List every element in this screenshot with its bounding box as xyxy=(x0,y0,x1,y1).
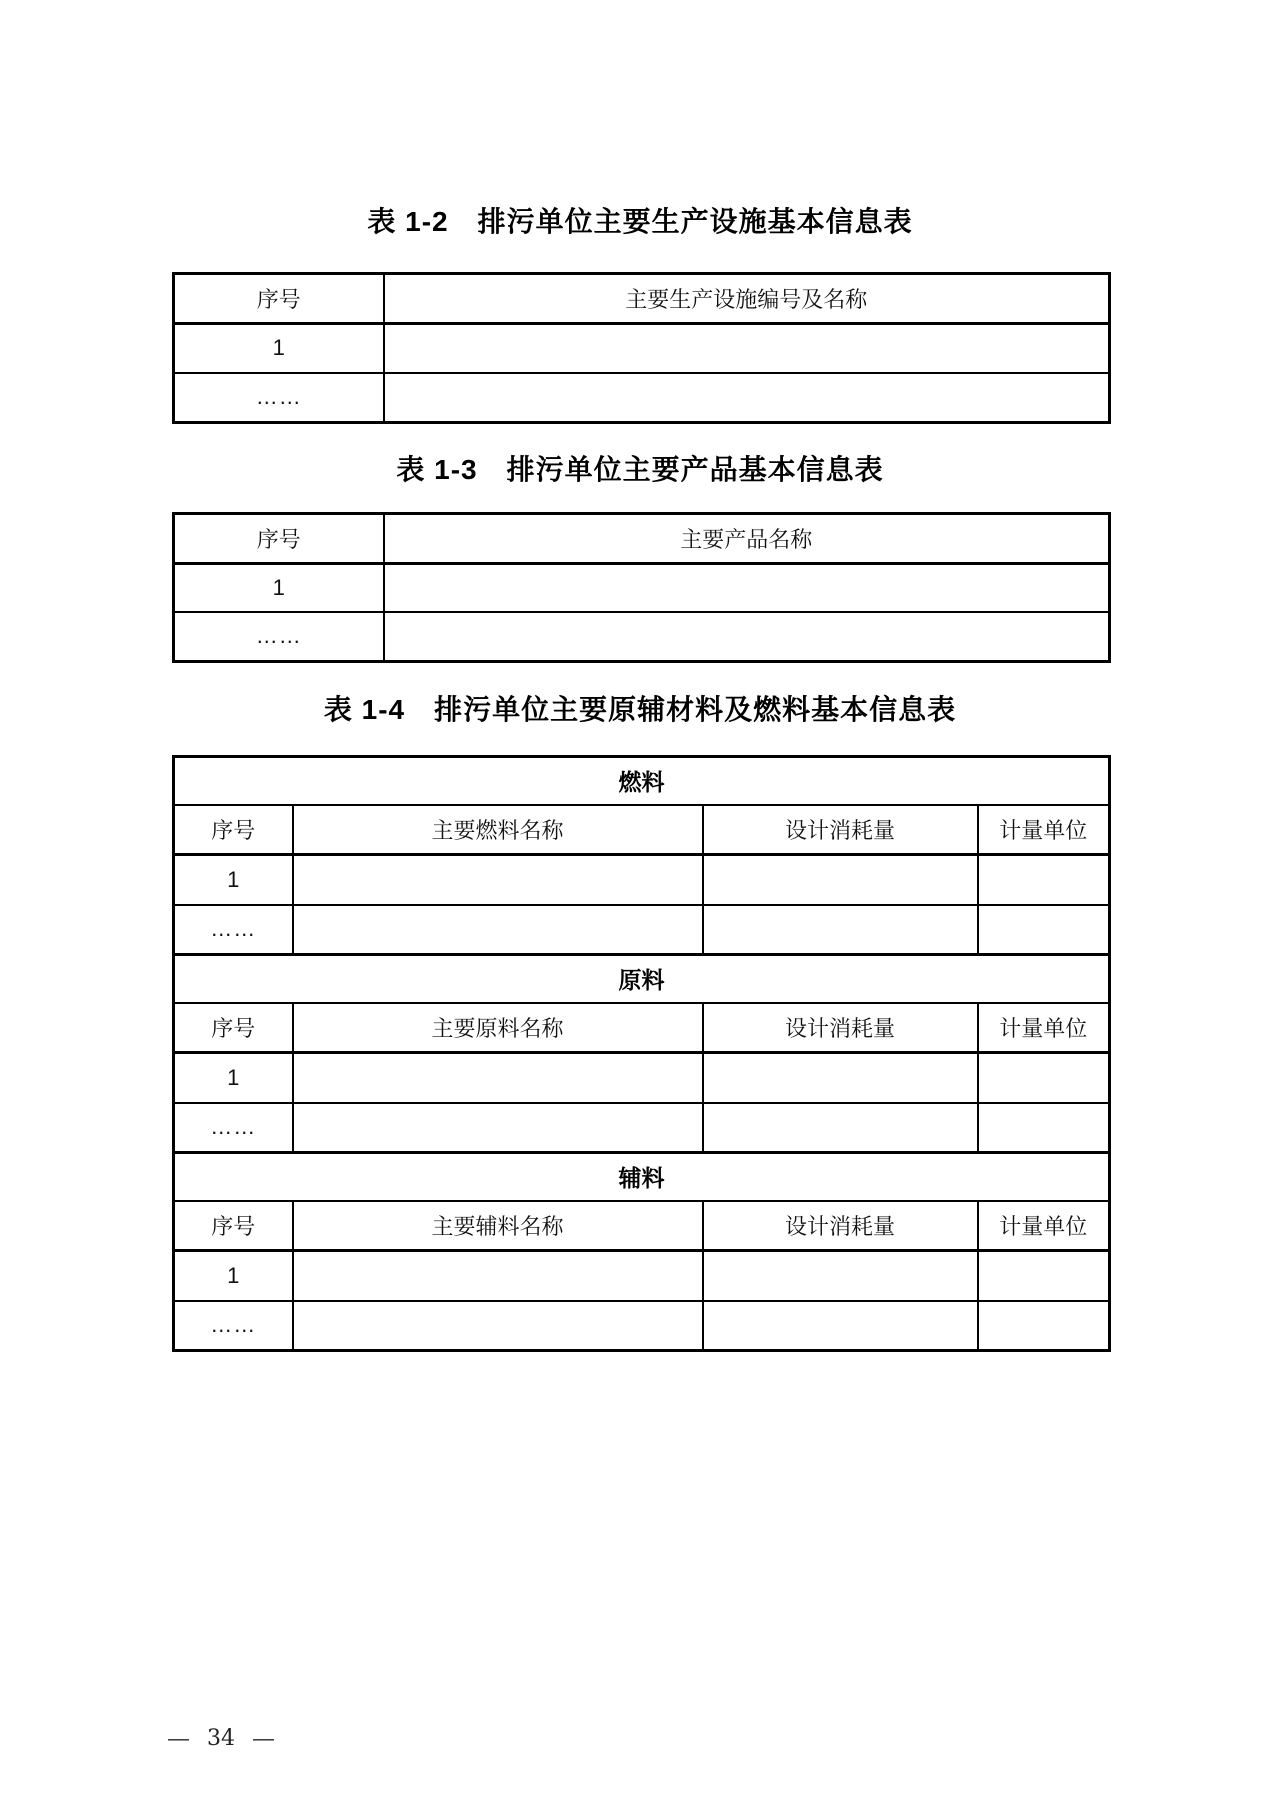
empty-cell xyxy=(703,905,978,955)
table-1-4-fuel-header-row xyxy=(174,805,1110,855)
empty-cell xyxy=(978,1251,1110,1301)
table-row xyxy=(174,1053,1110,1103)
table-1-3-row2-value-cell xyxy=(384,612,1110,662)
table-1-3-row2-serial: …… xyxy=(174,612,384,662)
table-row xyxy=(174,373,1110,423)
table-1-4-raw-row2-serial: …… xyxy=(174,1103,293,1153)
table-1-3-header-serial: 序号 xyxy=(174,514,384,564)
table-row xyxy=(174,612,1110,662)
empty-cell xyxy=(293,1301,703,1351)
table-1-4-aux-header-unit: 计量单位 xyxy=(978,1201,1110,1251)
page-number-dash-right: — xyxy=(253,1726,274,1750)
table-1-3-title: 表 1-3 排污单位主要产品基本信息表 xyxy=(396,454,884,485)
table-1-2-title: 表 1-2 排污单位主要生产设施基本信息表 xyxy=(367,206,913,237)
table-1-4-raw-header-consumption: 设计消耗量 xyxy=(703,1003,978,1053)
table-row xyxy=(174,855,1110,905)
table-1-3-header-product-name: 主要产品名称 xyxy=(384,514,1110,564)
empty-cell xyxy=(703,1103,978,1153)
empty-cell xyxy=(978,855,1110,905)
table-1-4-fuel-header-serial: 序号 xyxy=(174,805,293,855)
table-1-4-aux-row2-serial: …… xyxy=(174,1301,293,1351)
table-1-2-row1-value-cell xyxy=(384,324,1110,373)
table-row xyxy=(174,1301,1110,1351)
empty-cell xyxy=(978,1053,1110,1103)
empty-cell xyxy=(978,1103,1110,1153)
empty-cell xyxy=(703,1301,978,1351)
empty-cell xyxy=(293,1103,703,1153)
table-1-4-raw-band: 原料 xyxy=(174,955,1110,1003)
table-1-3-row1-value-cell xyxy=(384,564,1110,612)
page-number-dash-left: — xyxy=(168,1726,189,1750)
table-1-3 xyxy=(172,512,1111,663)
table-1-4-fuel-band-row xyxy=(174,757,1110,805)
table-1-4-raw-band-row xyxy=(174,955,1110,1003)
table-1-4-raw-header-unit: 计量单位 xyxy=(978,1003,1110,1053)
page-number-value: 34 xyxy=(207,1726,235,1751)
table-1-4-fuel-header-unit: 计量单位 xyxy=(978,805,1110,855)
empty-cell xyxy=(293,855,703,905)
table-1-2-header-row xyxy=(174,274,1110,324)
table-row xyxy=(174,324,1110,373)
table-1-2-header-facility-name: 主要生产设施编号及名称 xyxy=(384,274,1110,324)
table-1-4-title: 表 1-4 排污单位主要原辅材料及燃料基本信息表 xyxy=(323,694,957,725)
empty-cell xyxy=(978,1301,1110,1351)
table-1-4-fuel-header-consumption: 设计消耗量 xyxy=(703,805,978,855)
table-1-4-fuel-row2-serial: …… xyxy=(174,905,293,955)
table-1-4-fuel-row1-serial: 1 xyxy=(174,855,293,905)
table-1-4-fuel-header-name: 主要燃料名称 xyxy=(293,805,703,855)
table-1-3-row1-serial: 1 xyxy=(174,564,384,612)
table-1-4-aux-header-serial: 序号 xyxy=(174,1201,293,1251)
table-1-4-raw-header-row xyxy=(174,1003,1110,1053)
table-row xyxy=(174,1103,1110,1153)
table-1-4-aux-band-row xyxy=(174,1153,1110,1201)
table-1-4-aux-band: 辅料 xyxy=(174,1153,1110,1201)
table-1-2-header-serial: 序号 xyxy=(174,274,384,324)
table-1-2-row2-value-cell xyxy=(384,373,1110,423)
empty-cell xyxy=(703,1251,978,1301)
table-1-4 xyxy=(172,755,1111,1352)
empty-cell xyxy=(293,1251,703,1301)
table-1-4-aux-header-row xyxy=(174,1201,1110,1251)
table-1-2-row2-serial: …… xyxy=(174,373,384,423)
table-1-4-aux-row1-serial: 1 xyxy=(174,1251,293,1301)
empty-cell xyxy=(703,855,978,905)
table-row xyxy=(174,564,1110,612)
table-1-3-header-row xyxy=(174,514,1110,564)
table-1-4-aux-header-consumption: 设计消耗量 xyxy=(703,1201,978,1251)
table-1-4-raw-header-name: 主要原料名称 xyxy=(293,1003,703,1053)
table-1-4-raw-row1-serial: 1 xyxy=(174,1053,293,1103)
table-1-4-raw-header-serial: 序号 xyxy=(174,1003,293,1053)
page-number xyxy=(168,1726,274,1751)
empty-cell xyxy=(293,905,703,955)
table-1-2-row1-serial: 1 xyxy=(174,324,384,373)
empty-cell xyxy=(978,905,1110,955)
table-row xyxy=(174,905,1110,955)
table-1-4-aux-header-name: 主要辅料名称 xyxy=(293,1201,703,1251)
empty-cell xyxy=(293,1053,703,1103)
table-row xyxy=(174,1251,1110,1301)
table-1-2 xyxy=(172,272,1111,424)
table-1-4-fuel-band: 燃料 xyxy=(174,757,1110,805)
empty-cell xyxy=(703,1053,978,1103)
